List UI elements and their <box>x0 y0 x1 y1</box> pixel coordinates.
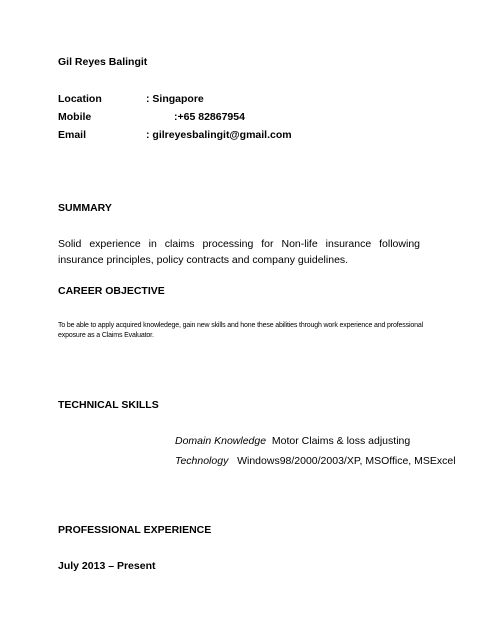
email-value: : gilreyesbalingit@gmail.com <box>146 129 292 141</box>
career-objective-heading: CAREER OBJECTIVE <box>58 285 165 297</box>
skill-key: Domain Knowledge <box>175 435 267 447</box>
location-label: Location <box>58 93 102 105</box>
email-label: Email <box>58 129 87 141</box>
experience-period: July 2013 – Present <box>58 560 156 572</box>
location-value: : Singapore <box>146 93 204 105</box>
skill-row-domain <box>175 435 410 447</box>
skill-value: Motor Claims & loss adjusting <box>271 435 411 447</box>
skill-value: Windows98/2000/2003/XP, MSOffice, MSExcel <box>237 455 456 467</box>
mobile-value: :+65 82867954 <box>174 111 245 123</box>
career-objective-text: To be able to apply acquired knowledege, gain new skills and hone these abilities through work experience and professional exposure as a Claims Evaluator. <box>58 322 424 339</box>
professional-experience-heading: PROFESSIONAL EXPERIENCE <box>58 524 212 536</box>
skill-key: Technology <box>175 455 229 467</box>
mobile-label: Mobile <box>58 111 92 123</box>
summary-text: Solid experience in claims processing for Non-life insurance following insurance principles, policy contracts and company guidelines. <box>58 238 420 266</box>
candidate-name: Gil Reyes Balingit <box>58 56 148 68</box>
summary-heading: SUMMARY <box>58 202 112 214</box>
skill-row-technology <box>175 455 456 467</box>
technical-skills-heading: TECHNICAL SKILLS <box>58 399 159 411</box>
